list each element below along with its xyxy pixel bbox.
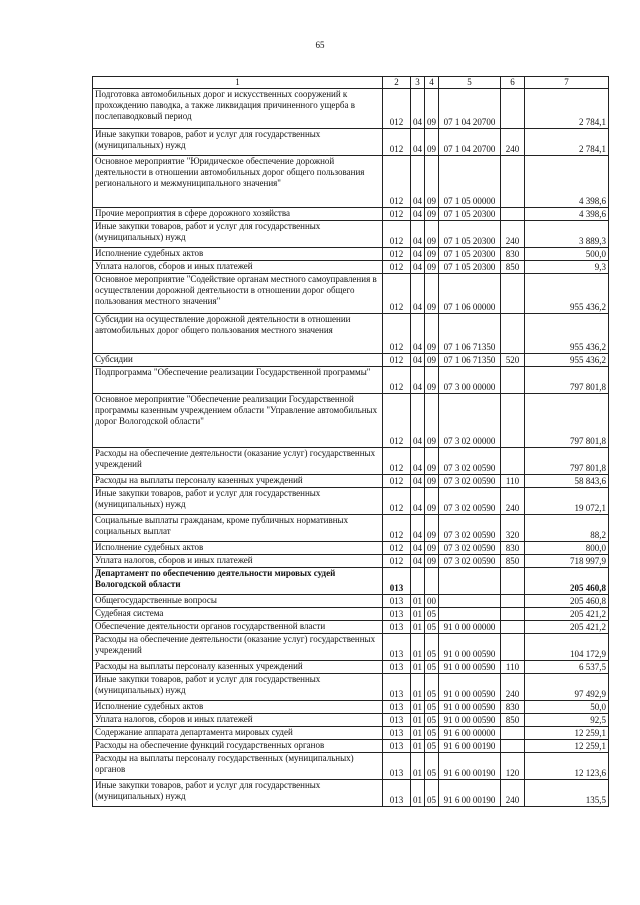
section-code-cell: 01 <box>411 714 425 727</box>
subsection-code-cell: 09 <box>425 221 439 248</box>
budget-table <box>92 76 609 807</box>
row-name-cell: Уплата налогов, сборов и иных платежей <box>93 714 383 727</box>
table-row <box>93 367 609 394</box>
row-name-cell: Уплата налогов, сборов и иных платежей <box>93 555 383 568</box>
ministry-code-cell: 012 <box>383 515 411 542</box>
amount-cell: 955 436,2 <box>525 314 609 354</box>
row-name-cell: Иные закупки товаров, работ и услуг для государственных (муниципальных) нужд <box>93 674 383 701</box>
amount-cell: 797 801,8 <box>525 367 609 394</box>
table-row <box>93 515 609 542</box>
target-article-cell: 07 1 05 20300 <box>439 221 501 248</box>
amount-cell: 19 072,1 <box>525 488 609 515</box>
table-row <box>93 595 609 608</box>
ministry-code-cell: 012 <box>383 208 411 221</box>
subsection-code-cell: 09 <box>425 156 439 208</box>
header-cell: 5 <box>439 77 501 89</box>
expense-type-cell: 240 <box>501 221 525 248</box>
row-name-cell: Департамент по обеспечению деятельности мировых судей Вологодской области <box>93 568 383 595</box>
subsection-code-cell: 09 <box>425 354 439 367</box>
table-row <box>93 488 609 515</box>
table-row <box>93 475 609 488</box>
ministry-code-cell: 012 <box>383 221 411 248</box>
section-code-cell: 04 <box>411 555 425 568</box>
amount-cell: 97 492,9 <box>525 674 609 701</box>
subsection-code-cell: 05 <box>425 727 439 740</box>
table-row <box>93 621 609 634</box>
amount-cell: 955 436,2 <box>525 354 609 367</box>
expense-type-cell <box>501 727 525 740</box>
subsection-code-cell: 09 <box>425 261 439 274</box>
ministry-code-cell: 012 <box>383 314 411 354</box>
section-code-cell: 04 <box>411 274 425 314</box>
subsection-code-cell: 05 <box>425 634 439 661</box>
expense-type-cell <box>501 89 525 129</box>
target-article-cell: 91 6 00 00190 <box>439 740 501 753</box>
ministry-code-cell: 013 <box>383 621 411 634</box>
expense-type-cell <box>501 156 525 208</box>
subsection-code-cell: 05 <box>425 701 439 714</box>
expense-type-cell: 830 <box>501 248 525 261</box>
amount-cell: 2 784,1 <box>525 89 609 129</box>
ministry-code-cell: 012 <box>383 89 411 129</box>
subsection-code-cell: 09 <box>425 515 439 542</box>
row-name-cell: Подготовка автомобильных дорог и искусственных сооружений к прохождению паводка, а также ликвидация причиненного ущерба в послепаводковый период <box>93 89 383 129</box>
section-code-cell: 04 <box>411 475 425 488</box>
section-code-cell: 01 <box>411 634 425 661</box>
subsection-code-cell: 05 <box>425 674 439 701</box>
expense-type-cell: 850 <box>501 555 525 568</box>
expense-type-cell: 830 <box>501 542 525 555</box>
section-code-cell: 04 <box>411 208 425 221</box>
subsection-code-cell: 09 <box>425 394 439 448</box>
expense-type-cell <box>501 608 525 621</box>
table-row <box>93 661 609 674</box>
target-article-cell: 07 1 06 00000 <box>439 274 501 314</box>
table-row <box>93 740 609 753</box>
row-name-cell: Расходы на выплаты персоналу казенных учреждений <box>93 661 383 674</box>
ministry-code-cell: 012 <box>383 542 411 555</box>
subsection-code-cell: 09 <box>425 488 439 515</box>
row-name-cell: Расходы на выплаты персоналу казенных учреждений <box>93 475 383 488</box>
target-article-cell: 07 3 02 00590 <box>439 488 501 515</box>
table-row <box>93 89 609 129</box>
amount-cell: 205 460,8 <box>525 568 609 595</box>
amount-cell: 3 889,3 <box>525 221 609 248</box>
ministry-code-cell: 012 <box>383 129 411 156</box>
row-name-cell: Иные закупки товаров, работ и услуг для государственных (муниципальных) нужд <box>93 488 383 515</box>
section-code-cell: 04 <box>411 156 425 208</box>
subsection-code-cell: 09 <box>425 248 439 261</box>
subsection-code-cell: 09 <box>425 367 439 394</box>
target-article-cell <box>439 568 501 595</box>
row-name-cell: Расходы на обеспечение деятельности (оказание услуг) государственных учреждений <box>93 634 383 661</box>
amount-cell: 797 801,8 <box>525 394 609 448</box>
header-cell: 1 <box>93 77 383 89</box>
ministry-code-cell: 012 <box>383 354 411 367</box>
ministry-code-cell: 013 <box>383 634 411 661</box>
expense-type-cell <box>501 394 525 448</box>
amount-cell: 50,0 <box>525 701 609 714</box>
table-row <box>93 542 609 555</box>
table-row <box>93 129 609 156</box>
expense-type-cell: 240 <box>501 780 525 807</box>
expense-type-cell: 120 <box>501 753 525 780</box>
amount-cell: 205 421,2 <box>525 621 609 634</box>
subsection-code-cell: 05 <box>425 740 439 753</box>
row-name-cell: Иные закупки товаров, работ и услуг для государственных (муниципальных) нужд <box>93 129 383 156</box>
target-article-cell: 07 1 04 20700 <box>439 89 501 129</box>
expense-type-cell <box>501 634 525 661</box>
amount-cell: 58 843,6 <box>525 475 609 488</box>
expense-type-cell <box>501 274 525 314</box>
expense-type-cell: 850 <box>501 714 525 727</box>
row-name-cell: Расходы на обеспечение функций государственных органов <box>93 740 383 753</box>
section-code-cell: 01 <box>411 608 425 621</box>
row-name-cell: Обеспечение деятельности органов государственной власти <box>93 621 383 634</box>
expense-type-cell <box>501 568 525 595</box>
row-name-cell: Подпрограмма "Обеспечение реализации Государственной программы" <box>93 367 383 394</box>
section-code-cell: 01 <box>411 753 425 780</box>
header-cell: 2 <box>383 77 411 89</box>
target-article-cell: 91 6 00 00190 <box>439 780 501 807</box>
expense-type-cell: 240 <box>501 488 525 515</box>
target-article-cell: 07 1 06 71350 <box>439 314 501 354</box>
row-name-cell: Прочие мероприятия в сфере дорожного хозяйства <box>93 208 383 221</box>
table-row <box>93 156 609 208</box>
amount-cell: 205 421,2 <box>525 608 609 621</box>
row-name-cell: Судебная система <box>93 608 383 621</box>
subsection-code-cell: 09 <box>425 89 439 129</box>
amount-cell: 88,2 <box>525 515 609 542</box>
table-row <box>93 701 609 714</box>
target-article-cell: 91 0 00 00590 <box>439 674 501 701</box>
section-code-cell: 04 <box>411 89 425 129</box>
section-code-cell: 01 <box>411 621 425 634</box>
target-article-cell: 07 1 05 00000 <box>439 156 501 208</box>
ministry-code-cell: 013 <box>383 740 411 753</box>
ministry-code-cell: 012 <box>383 488 411 515</box>
target-article-cell: 91 0 00 00590 <box>439 714 501 727</box>
expense-type-cell <box>501 595 525 608</box>
ministry-code-cell: 013 <box>383 727 411 740</box>
subsection-code-cell: 05 <box>425 714 439 727</box>
section-code-cell: 01 <box>411 740 425 753</box>
row-name-cell: Исполнение судебных актов <box>93 701 383 714</box>
subsection-code-cell: 09 <box>425 448 439 475</box>
target-article-cell: 07 1 05 20300 <box>439 248 501 261</box>
section-code-cell: 01 <box>411 674 425 701</box>
amount-cell: 92,5 <box>525 714 609 727</box>
expense-type-cell <box>501 208 525 221</box>
ministry-code-cell: 012 <box>383 367 411 394</box>
expense-type-cell <box>501 314 525 354</box>
target-article-cell: 07 3 02 00590 <box>439 542 501 555</box>
amount-cell: 12 259,1 <box>525 740 609 753</box>
table-row <box>93 714 609 727</box>
section-code-cell: 04 <box>411 129 425 156</box>
page-number: 65 <box>315 40 325 50</box>
expense-type-cell: 320 <box>501 515 525 542</box>
ministry-code-cell: 013 <box>383 595 411 608</box>
table-row <box>93 274 609 314</box>
subsection-code-cell: 05 <box>425 753 439 780</box>
section-code-cell: 01 <box>411 661 425 674</box>
row-name-cell: Иные закупки товаров, работ и услуг для государственных (муниципальных) нужд <box>93 780 383 807</box>
section-code-cell: 04 <box>411 542 425 555</box>
ministry-code-cell: 013 <box>383 661 411 674</box>
expense-type-cell <box>501 367 525 394</box>
ministry-code-cell: 013 <box>383 753 411 780</box>
target-article-cell: 91 0 00 00590 <box>439 634 501 661</box>
ministry-code-cell: 013 <box>383 714 411 727</box>
ministry-code-cell: 012 <box>383 156 411 208</box>
subsection-code-cell: 09 <box>425 542 439 555</box>
table-row <box>93 634 609 661</box>
row-name-cell: Уплата налогов, сборов и иных платежей <box>93 261 383 274</box>
expense-type-cell <box>501 740 525 753</box>
row-name-cell: Исполнение судебных актов <box>93 248 383 261</box>
expense-type-cell: 830 <box>501 701 525 714</box>
section-code-cell <box>411 568 425 595</box>
subsection-code-cell: 05 <box>425 661 439 674</box>
amount-cell: 12 123,6 <box>525 753 609 780</box>
section-code-cell: 04 <box>411 354 425 367</box>
header-cell: 3 <box>411 77 425 89</box>
subsection-code-cell: 09 <box>425 314 439 354</box>
row-name-cell: Иные закупки товаров, работ и услуг для государственных (муниципальных) нужд <box>93 221 383 248</box>
section-code-cell: 01 <box>411 595 425 608</box>
table-row <box>93 261 609 274</box>
ministry-code-cell: 012 <box>383 261 411 274</box>
expense-type-cell: 850 <box>501 261 525 274</box>
amount-cell: 4 398,6 <box>525 208 609 221</box>
ministry-code-cell: 013 <box>383 568 411 595</box>
section-code-cell: 04 <box>411 394 425 448</box>
row-name-cell: Субсидии на осуществление дорожной деятельности в отношении автомобильных дорог общего пользования местного значения <box>93 314 383 354</box>
expense-type-cell <box>501 621 525 634</box>
section-code-cell: 01 <box>411 727 425 740</box>
row-name-cell: Социальные выплаты гражданам, кроме публичных нормативных социальных выплат <box>93 515 383 542</box>
row-name-cell: Содержание аппарата департамента мировых судей <box>93 727 383 740</box>
amount-cell: 4 398,6 <box>525 156 609 208</box>
section-code-cell: 04 <box>411 261 425 274</box>
amount-cell: 12 259,1 <box>525 727 609 740</box>
expense-type-cell: 240 <box>501 129 525 156</box>
target-article-cell <box>439 608 501 621</box>
ministry-code-cell: 012 <box>383 248 411 261</box>
table-row <box>93 208 609 221</box>
amount-cell: 205 460,8 <box>525 595 609 608</box>
table-row <box>93 221 609 248</box>
target-article-cell <box>439 595 501 608</box>
expense-type-cell: 110 <box>501 475 525 488</box>
target-article-cell: 07 3 00 00000 <box>439 367 501 394</box>
section-code-cell: 04 <box>411 367 425 394</box>
table-row <box>93 608 609 621</box>
target-article-cell: 91 0 00 00590 <box>439 701 501 714</box>
amount-cell: 2 784,1 <box>525 129 609 156</box>
expense-type-cell: 110 <box>501 661 525 674</box>
target-article-cell: 07 3 02 00590 <box>439 515 501 542</box>
target-article-cell: 07 3 02 00590 <box>439 475 501 488</box>
header-cell: 6 <box>501 77 525 89</box>
ministry-code-cell: 012 <box>383 555 411 568</box>
table-row <box>93 248 609 261</box>
table-row <box>93 753 609 780</box>
subsection-code-cell: 05 <box>425 780 439 807</box>
target-article-cell: 07 1 06 71350 <box>439 354 501 367</box>
table-row <box>93 555 609 568</box>
subsection-code-cell <box>425 568 439 595</box>
ministry-code-cell: 013 <box>383 701 411 714</box>
target-article-cell: 07 1 05 20300 <box>439 208 501 221</box>
subsection-code-cell: 09 <box>425 475 439 488</box>
subsection-code-cell: 09 <box>425 129 439 156</box>
amount-cell: 6 537,5 <box>525 661 609 674</box>
row-name-cell: Основное мероприятие "Юридическое обеспечение дорожной деятельности в отношении автомобильных дорог общего пользования регионального и межмуниципального значения" <box>93 156 383 208</box>
target-article-cell: 07 3 02 00590 <box>439 555 501 568</box>
subsection-code-cell: 00 <box>425 595 439 608</box>
target-article-cell: 07 3 02 00000 <box>439 394 501 448</box>
amount-cell: 718 997,9 <box>525 555 609 568</box>
section-code-cell: 01 <box>411 701 425 714</box>
table-row <box>93 674 609 701</box>
amount-cell: 500,0 <box>525 248 609 261</box>
section-code-cell: 04 <box>411 488 425 515</box>
amount-cell: 135,5 <box>525 780 609 807</box>
target-article-cell: 07 3 02 00590 <box>439 448 501 475</box>
expense-type-cell: 240 <box>501 674 525 701</box>
table-row <box>93 727 609 740</box>
ministry-code-cell: 012 <box>383 394 411 448</box>
row-name-cell: Основное мероприятие "Содействие органам местного самоуправления в осуществлении дорожной деятельности в отношении дорог общего пользования местного значения" <box>93 274 383 314</box>
ministry-code-cell: 012 <box>383 274 411 314</box>
section-code-cell: 04 <box>411 248 425 261</box>
ministry-code-cell: 013 <box>383 780 411 807</box>
amount-cell: 800,0 <box>525 542 609 555</box>
subsection-code-cell: 09 <box>425 274 439 314</box>
target-article-cell: 91 6 00 00000 <box>439 727 501 740</box>
row-name-cell: Расходы на выплаты персоналу государственных (муниципальных) органов <box>93 753 383 780</box>
amount-cell: 955 436,2 <box>525 274 609 314</box>
section-code-cell: 01 <box>411 780 425 807</box>
table-row <box>93 354 609 367</box>
target-article-cell: 07 1 05 20300 <box>439 261 501 274</box>
expense-type-cell: 520 <box>501 354 525 367</box>
section-code-cell: 04 <box>411 515 425 542</box>
row-name-cell: Субсидии <box>93 354 383 367</box>
ministry-code-cell: 012 <box>383 448 411 475</box>
row-name-cell: Расходы на обеспечение деятельности (оказание услуг) государственных учреждений <box>93 448 383 475</box>
ministry-code-cell: 012 <box>383 475 411 488</box>
amount-cell: 104 172,9 <box>525 634 609 661</box>
subsection-code-cell: 09 <box>425 208 439 221</box>
ministry-code-cell: 013 <box>383 608 411 621</box>
section-code-cell: 04 <box>411 221 425 248</box>
table-row <box>93 568 609 595</box>
amount-cell: 9,3 <box>525 261 609 274</box>
row-name-cell: Общегосударственные вопросы <box>93 595 383 608</box>
row-name-cell: Исполнение судебных актов <box>93 542 383 555</box>
target-article-cell: 91 0 00 00590 <box>439 661 501 674</box>
row-name-cell: Основное мероприятие "Обеспечение реализации Государственной программы казенным учреждением области "Управление автомобильных дорог Вологодской области" <box>93 394 383 448</box>
subsection-code-cell: 09 <box>425 555 439 568</box>
target-article-cell: 07 1 04 20700 <box>439 129 501 156</box>
amount-cell: 797 801,8 <box>525 448 609 475</box>
expense-type-cell <box>501 448 525 475</box>
subsection-code-cell: 05 <box>425 621 439 634</box>
ministry-code-cell: 013 <box>383 674 411 701</box>
subsection-code-cell: 05 <box>425 608 439 621</box>
header-cell: 4 <box>425 77 439 89</box>
table-row <box>93 394 609 448</box>
table-row <box>93 780 609 807</box>
header-cell: 7 <box>525 77 609 89</box>
target-article-cell: 91 0 00 00000 <box>439 621 501 634</box>
table-header-row <box>93 77 609 89</box>
table-row <box>93 448 609 475</box>
section-code-cell: 04 <box>411 314 425 354</box>
section-code-cell: 04 <box>411 448 425 475</box>
target-article-cell: 91 6 00 00190 <box>439 753 501 780</box>
table-row <box>93 314 609 354</box>
